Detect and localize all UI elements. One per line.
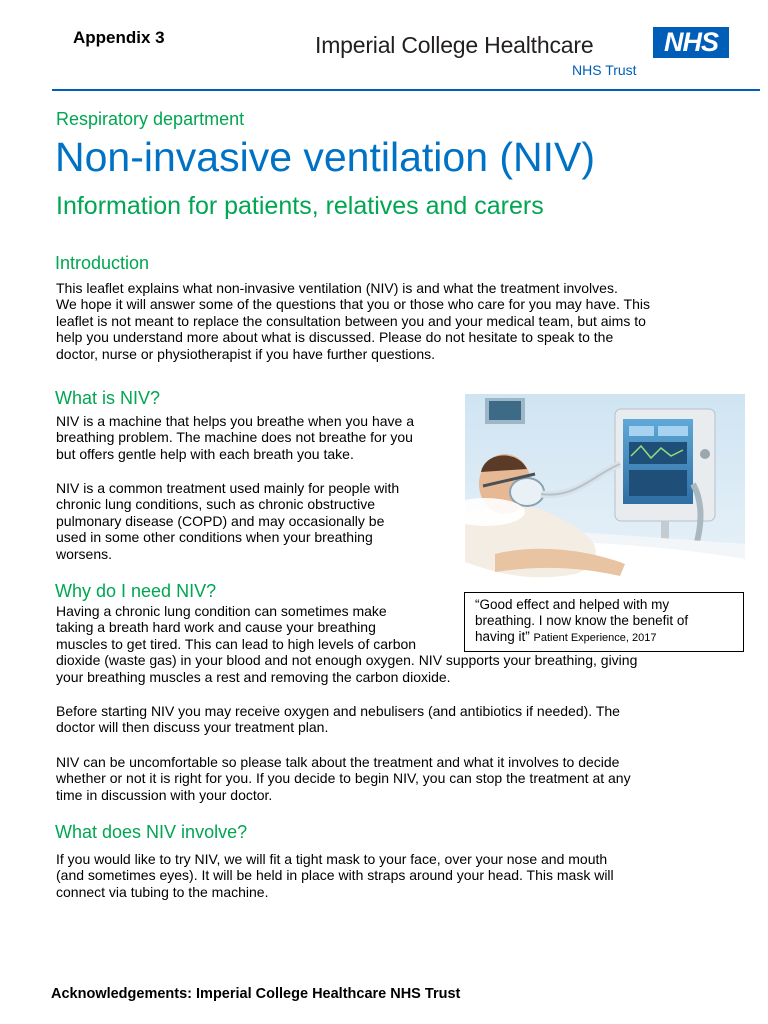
involve-line: connect via tubing to the machine. (56, 883, 269, 900)
why-line: time in discussion with your doctor. (56, 786, 273, 803)
involve-heading: What does NIV involve? (55, 822, 248, 842)
quote-line: breathing. I now know the benefit of (475, 613, 689, 628)
what-line: used in some other conditions when your breathing (56, 529, 373, 546)
what-heading: What is NIV? (55, 388, 161, 408)
page-subtitle: Information for patients, relatives and carers (56, 192, 544, 220)
what-line: breathing problem. The machine does not breathe for you (56, 429, 413, 446)
why-paragraph-3 (56, 754, 631, 803)
involve-line: If you would like to try NIV, we will fit a tight mask to your face, over your nose and mouth (56, 851, 608, 867)
why-paragraph-2 (56, 703, 620, 736)
what-line: NIV is a machine that helps you breathe when you have a (56, 413, 414, 429)
intro-line: This leaflet explains what non-invasive ventilation (NIV) is and what the treatment involves. (56, 280, 618, 296)
intro-paragraph (56, 280, 650, 362)
department-label: Respiratory department (56, 109, 245, 129)
why-line: dioxide (waste gas) in your blood and not enough oxygen. NIV supports your breathing, giving (56, 652, 638, 669)
why-line: whether or not it is right for you. If you decide to begin NIV, you can stop the treatment at any (56, 770, 631, 787)
what-paragraph-1 (56, 413, 414, 462)
what-line: pulmonary disease (COPD) and may occasionally be (56, 512, 385, 529)
org-name: Imperial College Healthcare (315, 32, 594, 58)
header-divider (52, 89, 760, 91)
niv-patient-photo (465, 394, 745, 592)
what-line: but offers gentle help with each breath you take. (56, 445, 354, 462)
page-title: Non-invasive ventilation (NIV) (55, 134, 596, 180)
what-paragraph-2 (56, 480, 399, 562)
intro-line: We hope it will answer some of the questions that you or those who care for you may have. This (56, 296, 651, 313)
intro-line: doctor, nurse or physiotherapist if you have further questions. (56, 345, 435, 362)
acknowledgements: Acknowledgements: Imperial College Healthcare NHS Trust (51, 986, 461, 1002)
what-line: worsens. (56, 545, 113, 562)
why-paragraph-1 (56, 603, 637, 685)
what-line: NIV is a common treatment used mainly for people with (56, 480, 400, 496)
nhs-logo: NHS (653, 27, 729, 58)
why-heading: Why do I need NIV? (55, 581, 217, 601)
quote-line: having it” (475, 629, 530, 644)
why-line: muscles to get tired. This can lead to high levels of carbon (56, 635, 417, 652)
why-line: NIV can be uncomfortable so please talk about the treatment and what it involves to decide (56, 754, 620, 770)
why-line: doctor will then discuss your treatment plan. (56, 719, 329, 736)
why-line: Having a chronic lung condition can sometimes make (56, 603, 387, 619)
why-line: your breathing muscles a rest and removing the carbon dioxide. (56, 668, 451, 685)
trust-name: NHS Trust (572, 62, 637, 78)
why-line: Before starting NIV you may receive oxygen and nebulisers (and antibiotics if needed). The (56, 703, 620, 719)
intro-heading: Introduction (55, 253, 150, 273)
involve-line: (and sometimes eyes). It will be held in place with straps around your head. This mask will (56, 867, 614, 884)
involve-paragraph (56, 851, 614, 900)
what-line: chronic lung conditions, such as chronic obstructive (56, 496, 376, 513)
why-line: taking a breath hard work and cause your breathing (56, 619, 376, 636)
appendix-label: Appendix 3 (73, 28, 165, 47)
intro-line: leaflet is not meant to replace the consultation between you and your medical team, but aims to (56, 312, 646, 329)
intro-line: help you understand more about what is discussed. Please do not hesitate to speak to the (56, 329, 614, 346)
quote-source: Patient Experience, 2017 (533, 632, 657, 644)
quote-line: “Good effect and helped with my (475, 597, 670, 612)
